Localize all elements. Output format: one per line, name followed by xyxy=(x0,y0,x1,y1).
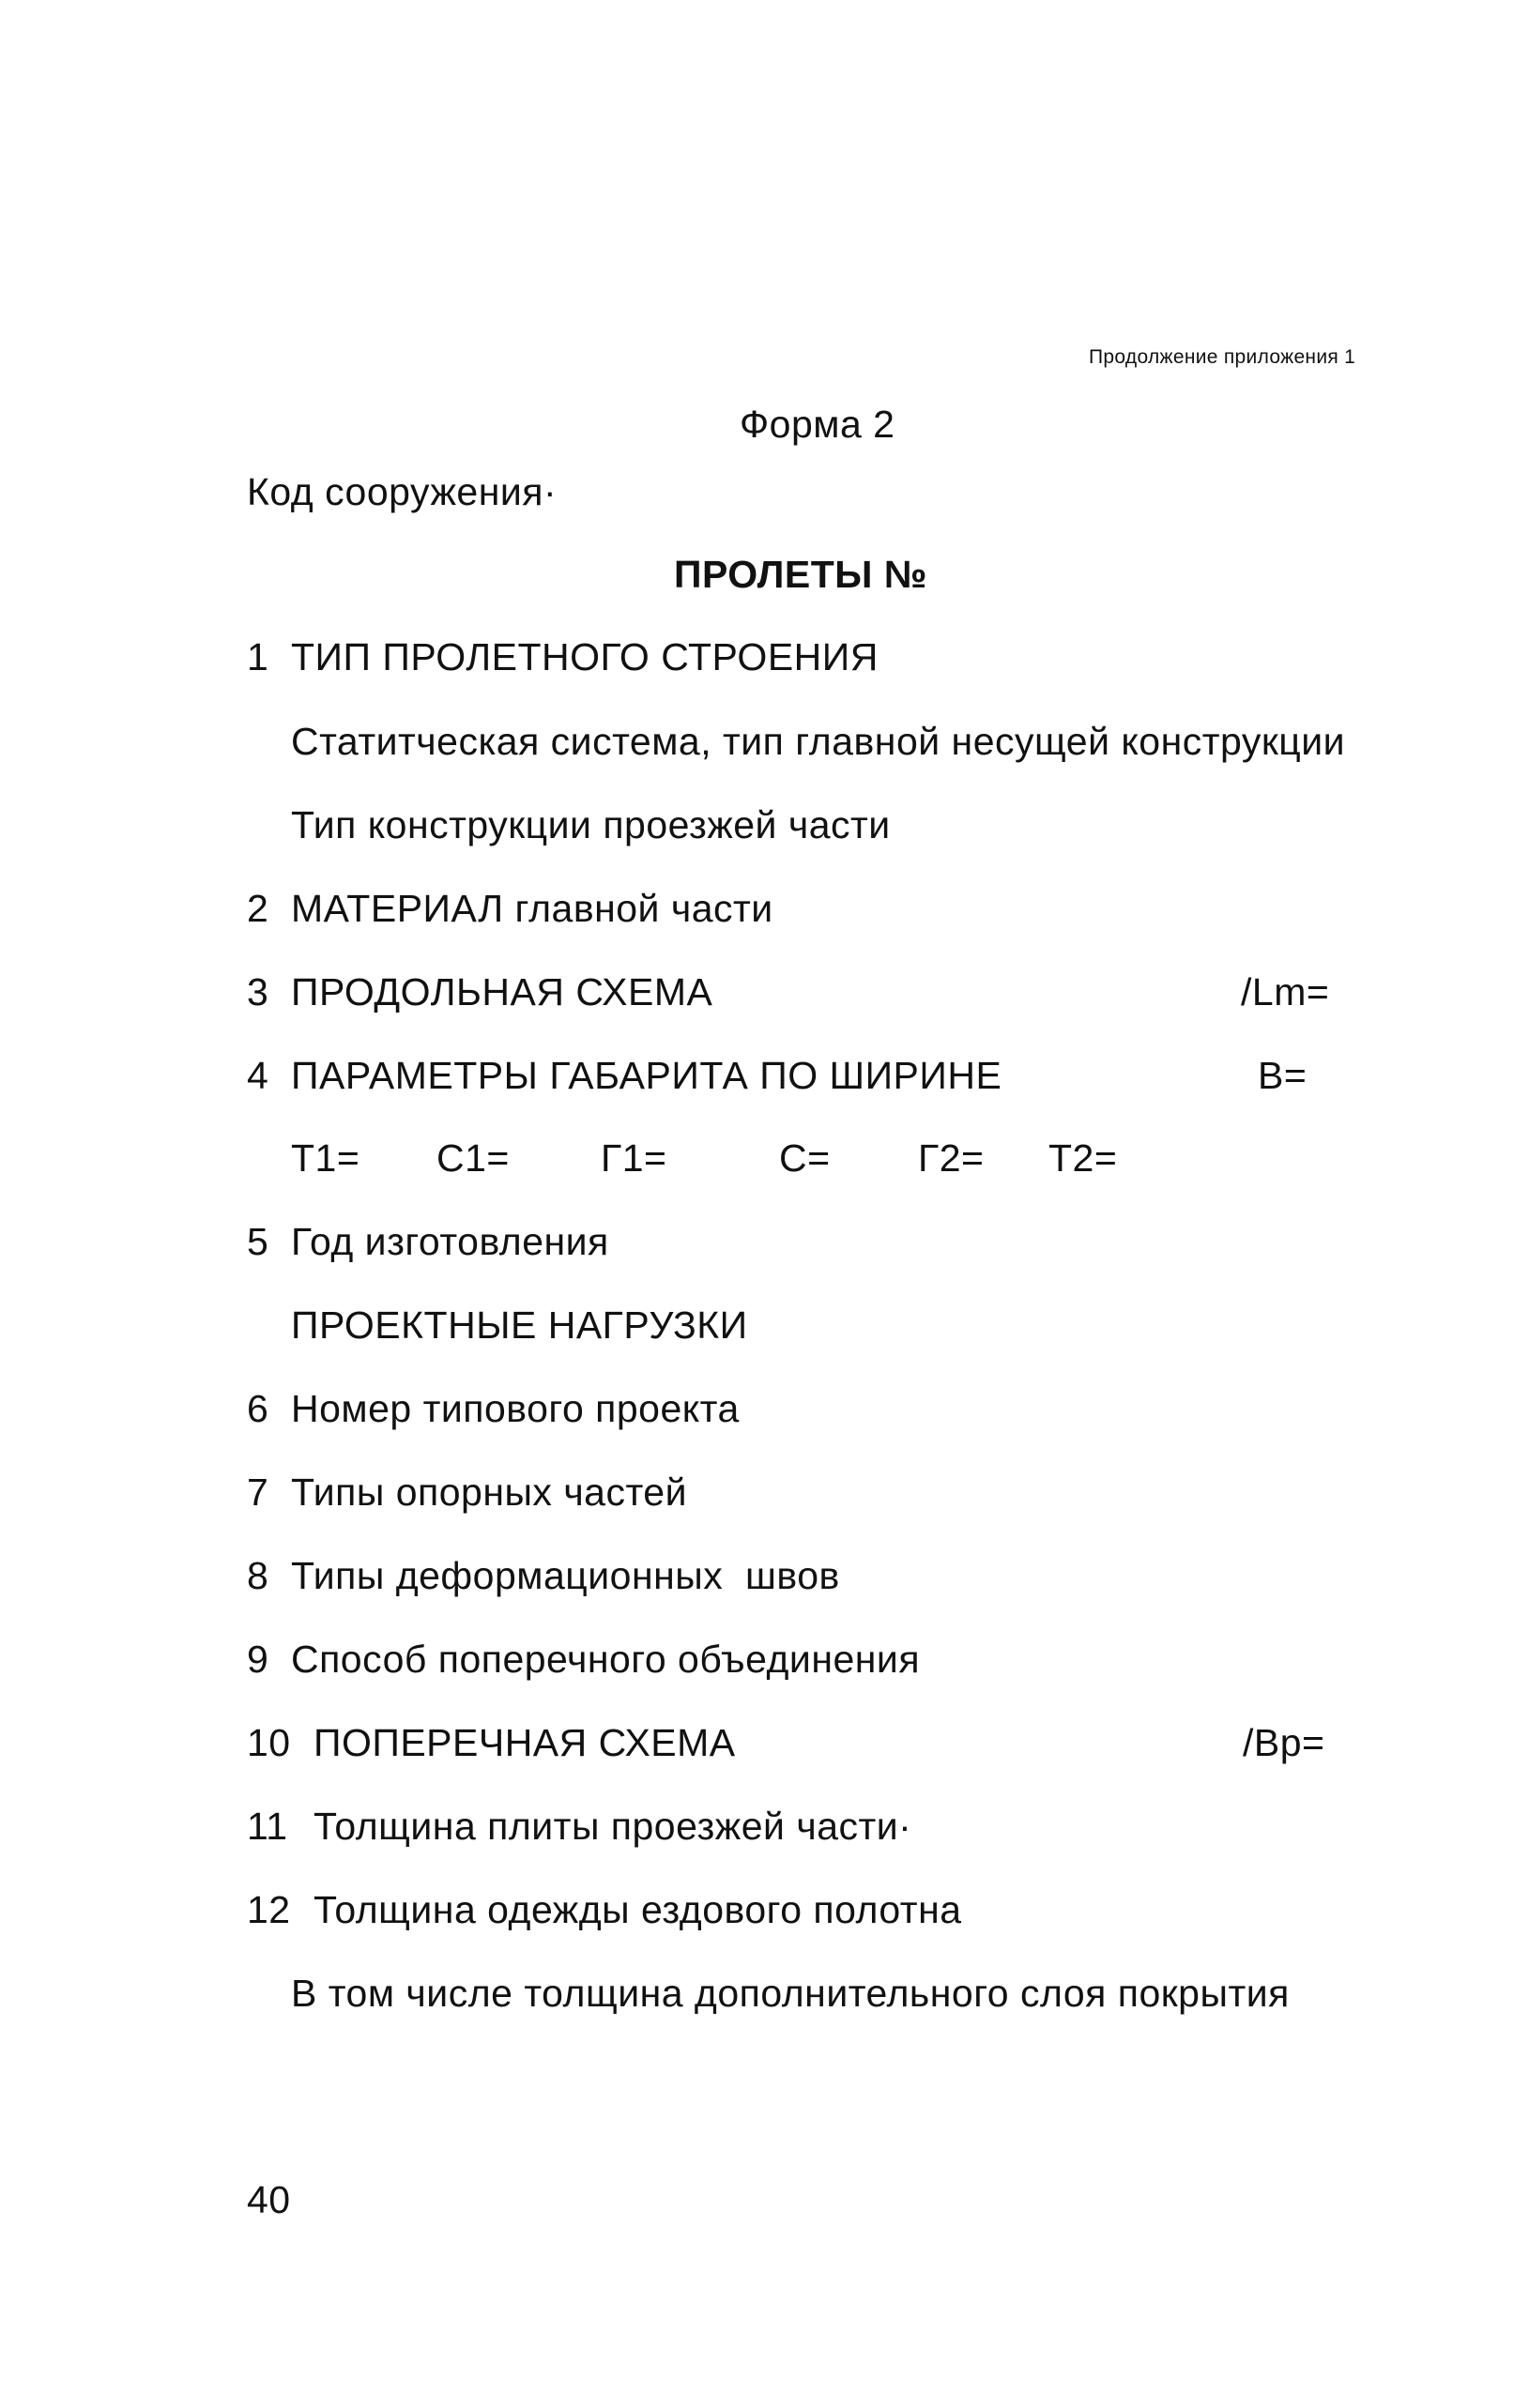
item-11-number: 11 xyxy=(247,1805,288,1848)
item-1b-text: Тип конструкции проезжей части xyxy=(291,803,891,846)
gabarit-c1: С1= xyxy=(436,1136,510,1180)
item-2-number: 2 xyxy=(247,887,269,930)
structure-code-label: Код сооружения· xyxy=(247,470,558,513)
item-10-right-field: /Bp= xyxy=(1243,1721,1325,1764)
item-6-text: Номер типового проекта xyxy=(291,1387,740,1430)
gabarit-t1: Т1= xyxy=(291,1136,360,1180)
item-12-text: Толщина одежды ездового полотна xyxy=(314,1888,962,1931)
item-8-text: Типы деформационных швов xyxy=(291,1554,840,1597)
form-title: Форма 2 xyxy=(740,403,895,446)
item-4-right-field: B= xyxy=(1258,1054,1308,1097)
item-10-text: ПОПЕРЕЧНАЯ СХЕМА xyxy=(314,1721,736,1764)
item-6-number: 6 xyxy=(247,1387,269,1430)
item-9-number: 9 xyxy=(247,1638,269,1681)
item-4-text: ПАРАМЕТРЫ ГАБАРИТА ПО ШИРИНЕ xyxy=(291,1054,1002,1097)
item-3-number: 3 xyxy=(247,970,269,1013)
item-4-number: 4 xyxy=(247,1054,269,1097)
gabarit-t2: Т2= xyxy=(1048,1136,1118,1180)
item-7-number: 7 xyxy=(247,1471,269,1514)
item-5-text: Год изготовления xyxy=(291,1220,609,1263)
item-11-text: Толщина плиты проезжей части· xyxy=(314,1805,912,1848)
page-number: 40 xyxy=(247,2178,291,2221)
section-title: ПРОЛЕТЫ № xyxy=(674,553,928,596)
gabarit-g2: Г2= xyxy=(918,1136,985,1180)
item-2-text: МАТЕРИАЛ главной части xyxy=(291,887,773,930)
item-5-number: 5 xyxy=(247,1220,269,1263)
item-7-text: Типы опорных частей xyxy=(291,1471,688,1514)
item-1-number: 1 xyxy=(247,635,269,678)
gabarit-c: С= xyxy=(779,1136,831,1180)
item-1a-text: Статитческая система, тип главной несущей конструкции xyxy=(291,720,1346,763)
design-loads-heading: ПРОЕКТНЫЕ НАГРУЗКИ xyxy=(291,1303,748,1347)
item-1-text: ТИП ПРОЛЕТНОГО СТРОЕНИЯ xyxy=(291,635,879,678)
gabarit-g1: Г1= xyxy=(601,1136,667,1180)
item-8-number: 8 xyxy=(247,1554,269,1597)
item-10-number: 10 xyxy=(247,1721,291,1764)
item-12-number: 12 xyxy=(247,1888,291,1931)
item-3-text: ПРОДОЛЬНАЯ СХЕМА xyxy=(291,970,713,1013)
item-12a-text: В том числе толщина дополнительного слоя покрытия xyxy=(291,1972,1290,2015)
item-3-right-field: /Lm= xyxy=(1241,970,1330,1013)
item-9-text: Способ поперечного объединения xyxy=(291,1638,921,1681)
continuation-note: Продолжение приложения 1 xyxy=(1089,346,1356,368)
